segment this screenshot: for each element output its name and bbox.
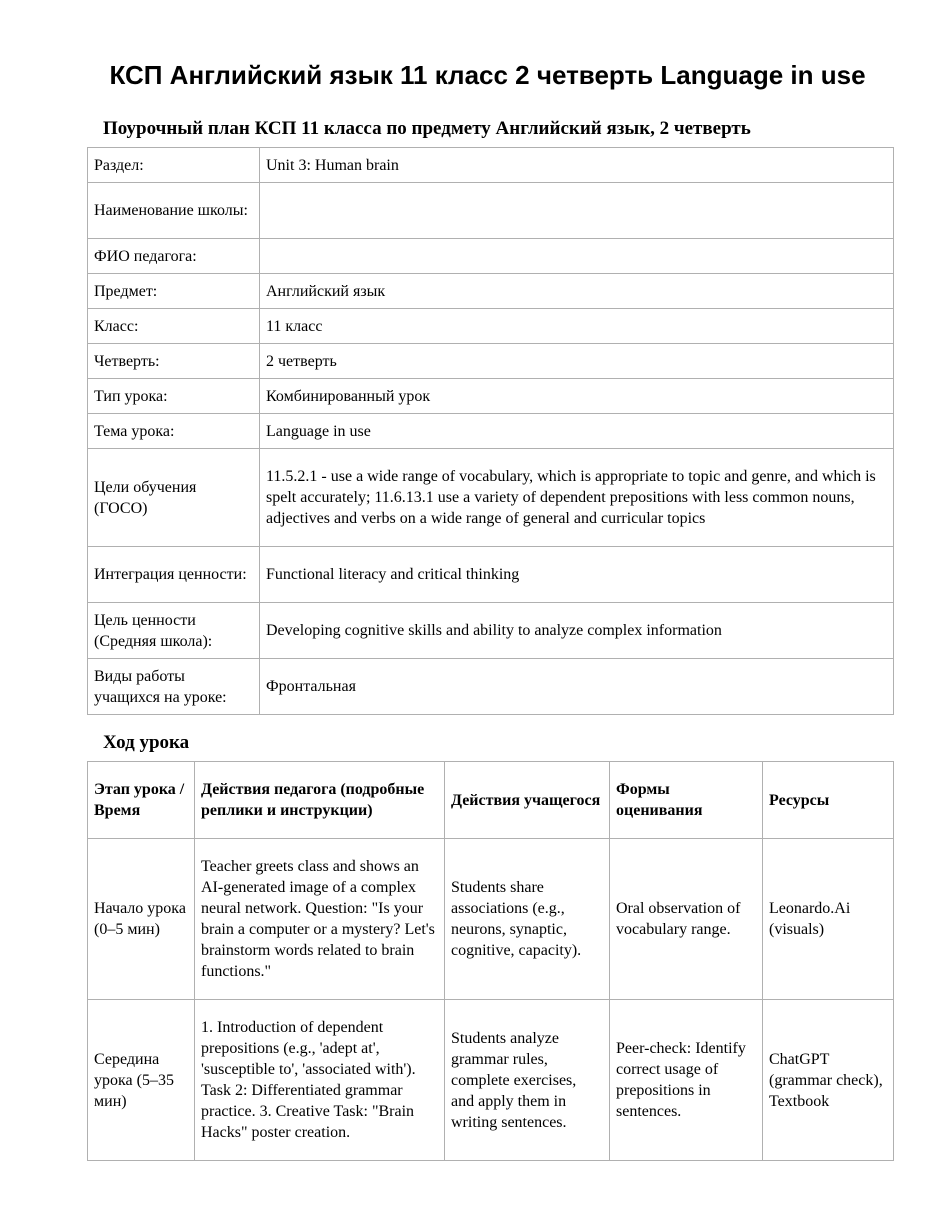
info-label: Тема урока: bbox=[88, 414, 260, 449]
info-value bbox=[260, 183, 894, 239]
info-value: Language in use bbox=[260, 414, 894, 449]
info-label: Предмет: bbox=[88, 274, 260, 309]
info-label: Интеграция ценности: bbox=[88, 547, 260, 603]
info-value: 11 класс bbox=[260, 309, 894, 344]
assessment-cell: Oral observation of vocabulary range. bbox=[610, 839, 763, 1000]
header-stage-time: Этап урока / Время bbox=[88, 762, 195, 839]
info-label: Цели обучения (ГОСО) bbox=[88, 449, 260, 547]
info-row-subject bbox=[88, 274, 894, 309]
lesson-header-row bbox=[88, 762, 894, 839]
info-row-value-integration bbox=[88, 547, 894, 603]
info-value: Unit 3: Human brain bbox=[260, 148, 894, 183]
info-row-school bbox=[88, 183, 894, 239]
lesson-progress-table bbox=[87, 761, 894, 1161]
lesson-progress-heading: Ход урока bbox=[103, 732, 190, 753]
info-value: Developing cognitive skills and ability to analyze complex information bbox=[260, 603, 894, 659]
info-label: Виды работы учащихся на уроке: bbox=[88, 659, 260, 715]
header-student-actions: Действия учащегося bbox=[445, 762, 610, 839]
info-value: 11.5.2.1 - use a wide range of vocabulary, which is appropriate to topic and genre, and which is spelt accurately; 11.6.13.1 use a variety of dependent prepositions with less common nouns, adjectives and verbs on a wide range of general and curricular topics bbox=[260, 449, 894, 547]
info-row-lesson-type bbox=[88, 379, 894, 414]
info-value: Functional literacy and critical thinking bbox=[260, 547, 894, 603]
info-label: ФИО педагога: bbox=[88, 239, 260, 274]
info-row-teacher bbox=[88, 239, 894, 274]
student-actions-cell: Students analyze grammar rules, complete exercises, and apply them in writing sentences. bbox=[445, 1000, 610, 1161]
info-label: Класс: bbox=[88, 309, 260, 344]
info-value: Фронтальная bbox=[260, 659, 894, 715]
lesson-row-middle bbox=[88, 1000, 894, 1161]
lesson-row-start bbox=[88, 839, 894, 1000]
teacher-actions-cell: Teacher greets class and shows an AI-generated image of a complex neural network. Question: "Is your brain a computer or a mystery? Let's brainstorm words related to brain functions." bbox=[195, 839, 445, 1000]
resources-cell: Leonardo.Ai (visuals) bbox=[763, 839, 894, 1000]
info-row-quarter bbox=[88, 344, 894, 379]
info-row-work-types bbox=[88, 659, 894, 715]
info-row-learning-objectives bbox=[88, 449, 894, 547]
document-title: КСП Английский язык 11 класс 2 четверть Language in use bbox=[109, 60, 866, 90]
info-value: 2 четверть bbox=[260, 344, 894, 379]
stage-cell: Начало урока (0–5 мин) bbox=[88, 839, 195, 1000]
header-assessment: Формы оценивания bbox=[610, 762, 763, 839]
info-label: Цель ценности (Средняя школа): bbox=[88, 603, 260, 659]
teacher-actions-cell: 1. Introduction of dependent prepositions (e.g., 'adept at', 'susceptible to', 'associated with'). Task 2: Differentiated grammar practice. 3. Creative Task: "Brain Hacks" poster creation. bbox=[195, 1000, 445, 1161]
info-row-topic bbox=[88, 414, 894, 449]
info-value: Английский язык bbox=[260, 274, 894, 309]
info-label: Тип урока: bbox=[88, 379, 260, 414]
stage-cell: Середина урока (5–35 мин) bbox=[88, 1000, 195, 1161]
info-row-section bbox=[88, 148, 894, 183]
info-label: Раздел: bbox=[88, 148, 260, 183]
info-row-grade bbox=[88, 309, 894, 344]
header-teacher-actions: Действия педагога (подробные реплики и инструкции) bbox=[195, 762, 445, 839]
lesson-info-table bbox=[87, 147, 894, 715]
info-value bbox=[260, 239, 894, 274]
info-label: Наименование школы: bbox=[88, 183, 260, 239]
info-row-value-goal bbox=[88, 603, 894, 659]
info-value: Комбинированный урок bbox=[260, 379, 894, 414]
header-resources: Ресурсы bbox=[763, 762, 894, 839]
lesson-plan-subtitle: Поурочный план КСП 11 класса по предмету Английский язык, 2 четверть bbox=[103, 118, 751, 139]
info-label: Четверть: bbox=[88, 344, 260, 379]
resources-cell: ChatGPT (grammar check), Textbook bbox=[763, 1000, 894, 1161]
student-actions-cell: Students share associations (e.g., neurons, synaptic, cognitive, capacity). bbox=[445, 839, 610, 1000]
assessment-cell: Peer-check: Identify correct usage of prepositions in sentences. bbox=[610, 1000, 763, 1161]
